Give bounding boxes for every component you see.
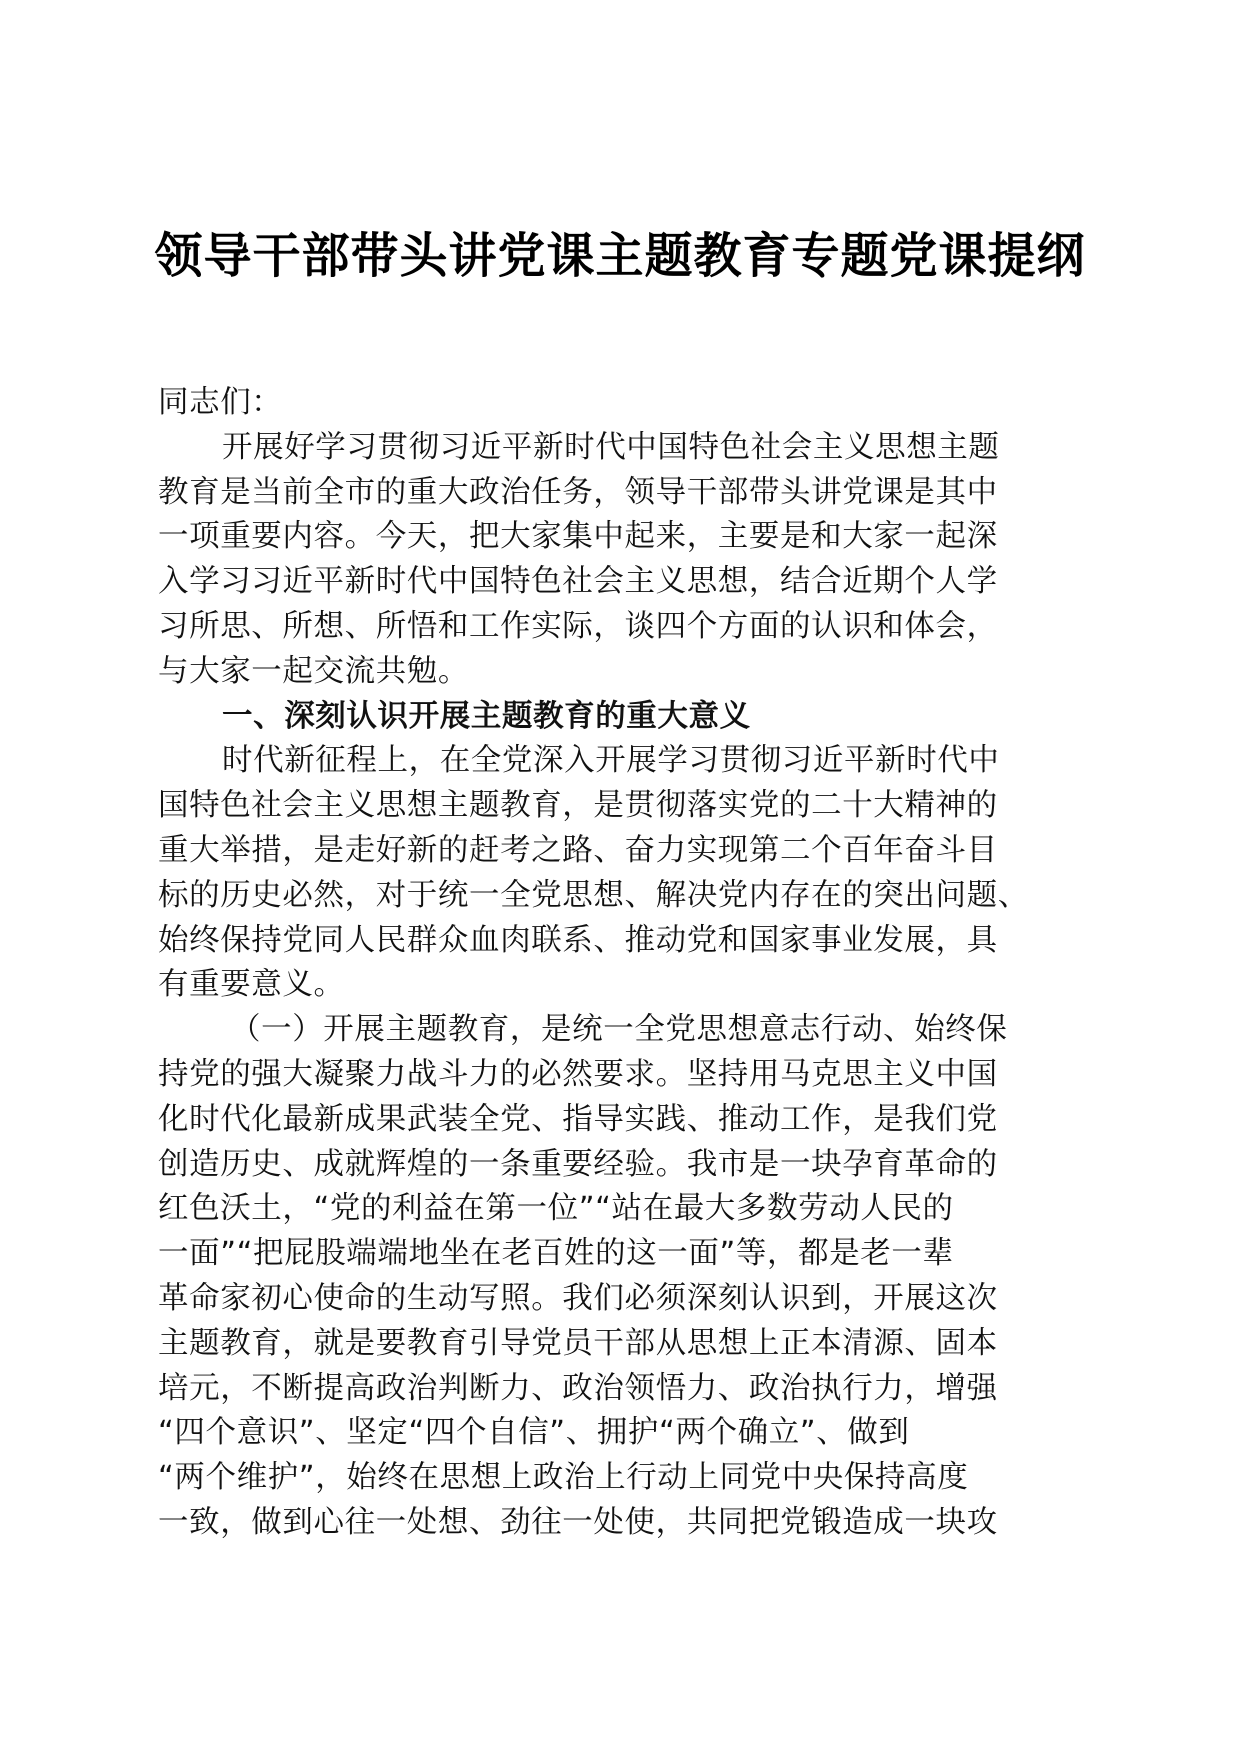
paragraph-line: 主题教育，就是要教育引导党员干部从思想上正本清源、固本 (158, 1325, 998, 1361)
salutation: 同志们： (158, 385, 283, 420)
paragraph-line: 一面”“把屁股端端地坐在老百姓的这一面”等，都是老一辈 (158, 1236, 954, 1272)
paragraph-line: 入学习习近平新时代中国特色社会主义思想，结合近期个人学 (158, 564, 998, 600)
paragraph-line: 始终保持党同人民群众血肉联系、推动党和国家事业发展，具 (158, 922, 998, 958)
paragraph-line: 一致，做到心往一处想、劲往一处使，共同把党锻造成一块攻 (158, 1504, 998, 1540)
section-heading: 一、深刻认识开展主题教育的重大意义 (222, 698, 751, 734)
paragraph-line: 标的历史必然，对于统一全党思想、解决党内存在的突出问题、 (158, 877, 1029, 913)
paragraph-line: 时代新征程上，在全党深入开展学习贯彻习近平新时代中 (222, 743, 1000, 779)
paragraph-line: 国特色社会主义思想主题教育，是贯彻落实党的二十大精神的 (158, 788, 998, 824)
paragraph-line: “四个意识”、坚定“四个自信”、拥护“两个确立”、做到 (158, 1415, 910, 1451)
subsection-line: （一）开展主题教育，是统一全党思想意志行动、始终保 (230, 1012, 1008, 1048)
paragraph-line: 习所思、所想、所悟和工作实际，谈四个方面的认识和体会， (158, 608, 998, 644)
paragraph-line: 红色沃土，“党的利益在第一位”“站在最大多数劳动人民的 (158, 1191, 954, 1227)
paragraph-line: 持党的强大凝聚力战斗力的必然要求。坚持用马克思主义中国 (158, 1056, 998, 1092)
document-title: 领导干部带头讲党课主题教育专题党课提纲 (154, 228, 1086, 284)
paragraph-line: 重大举措，是走好新的赶考之路、奋力实现第二个百年奋斗目 (158, 832, 998, 868)
paragraph-line: 创造历史、成就辉煌的一条重要经验。我市是一块孕育革命的 (158, 1146, 998, 1182)
paragraph-line: “两个维护”，始终在思想上政治上行动上同党中央保持高度 (158, 1460, 969, 1496)
paragraph-line: 与大家一起交流共勉。 (158, 653, 469, 689)
paragraph-line: 开展好学习贯彻习近平新时代中国特色社会主义思想主题 (222, 429, 1000, 465)
paragraph-line: 有重要意义。 (158, 967, 345, 1003)
paragraph-line: 教育是当前全市的重大政治任务，领导干部带头讲党课是其中 (158, 474, 998, 510)
paragraph-line: 培元，不断提高政治判断力、政治领悟力、政治执行力，增强 (158, 1370, 998, 1406)
paragraph-line: 化时代化最新成果武装全党、指导实践、推动工作，是我们党 (158, 1101, 998, 1137)
document-body (158, 381, 1078, 1546)
paragraph-line: 一项重要内容。今天，把大家集中起来，主要是和大家一起深 (158, 519, 998, 555)
paragraph-line: 革命家初心使命的生动写照。我们必须深刻认识到，开展这次 (158, 1280, 998, 1316)
